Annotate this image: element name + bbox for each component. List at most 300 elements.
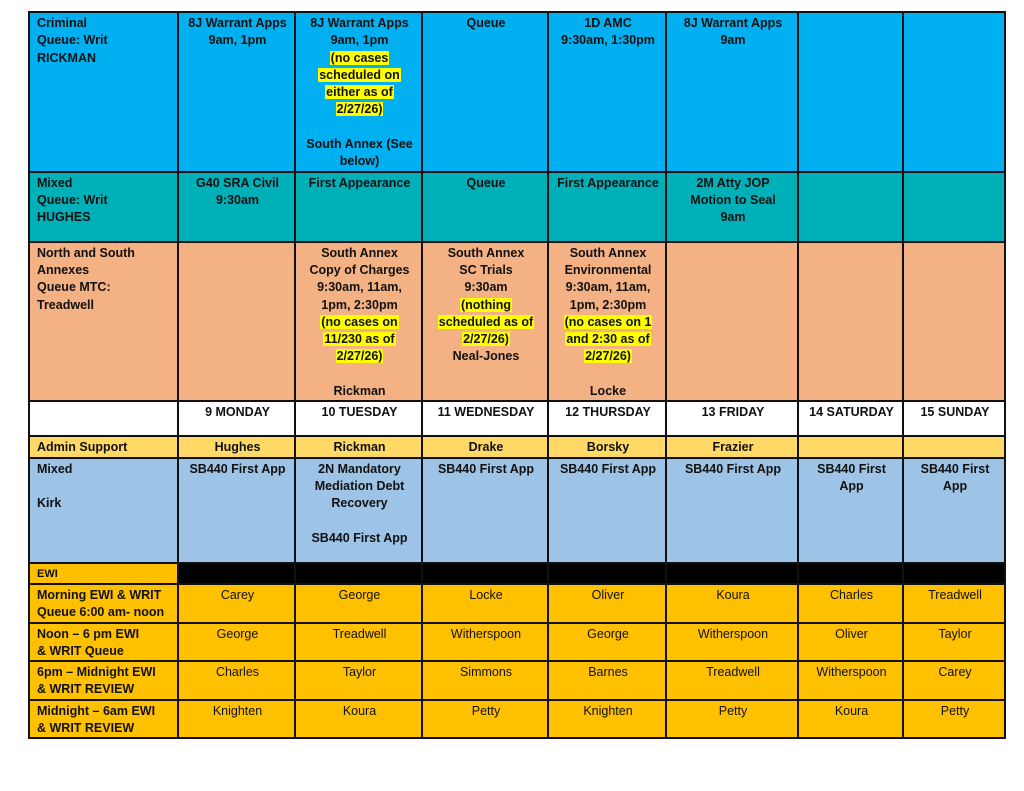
cell-line — [36, 15, 173, 32]
cell-text — [359, 514, 361, 528]
cell-line — [673, 192, 793, 209]
cell-line — [36, 175, 173, 192]
cell-text: Neal-Jones — [452, 349, 520, 364]
cell-line — [429, 175, 543, 192]
cell-text: Morning EWI & WRIT — [37, 587, 162, 602]
schedule-cell — [548, 172, 666, 242]
cell-text: SB440 First App — [559, 461, 657, 476]
cell-line — [302, 297, 417, 314]
cell-line — [185, 32, 290, 49]
cell-line — [910, 703, 1000, 720]
cell-line — [555, 439, 661, 456]
cell-line — [36, 720, 173, 737]
cell-text: 8J Warrant Apps — [310, 16, 409, 30]
row-criminal — [29, 12, 1005, 172]
row-label-cell — [29, 563, 178, 584]
schedule-cell — [666, 436, 798, 457]
schedule-cell — [422, 563, 548, 584]
cell-line — [555, 331, 661, 348]
schedule-cell — [295, 436, 422, 457]
cell-line — [36, 279, 173, 296]
cell-text: 9:30am, 1:30pm — [561, 33, 655, 48]
schedule-cell — [798, 700, 903, 739]
cell-text: Witherspoon — [816, 665, 887, 680]
cell-text: Mixed — [37, 461, 73, 476]
cell-line — [302, 331, 417, 348]
cell-text: Recovery — [331, 496, 388, 511]
row-shift — [29, 661, 1005, 700]
cell-line — [302, 245, 417, 262]
schedule-cell — [178, 12, 295, 172]
cell-text: First Appearance — [308, 175, 411, 190]
cell-text: Oliver — [591, 587, 625, 602]
schedule-cell — [422, 172, 548, 242]
cell-text: Treadwell — [706, 665, 760, 680]
schedule-cell — [295, 12, 422, 172]
cell-line — [36, 461, 173, 478]
cell-text: SB440 First App — [684, 461, 782, 476]
cell-text: First Appearance — [557, 175, 659, 190]
cell-line — [429, 461, 543, 478]
row-admin — [29, 436, 1005, 457]
cell-text: Queue: Writ — [37, 33, 108, 48]
schedule-cell — [178, 242, 295, 402]
cell-line — [302, 366, 417, 383]
schedule-cell — [422, 584, 548, 623]
schedule-cell — [178, 623, 295, 662]
cell-line — [302, 703, 417, 720]
cell-text: George — [587, 626, 629, 641]
cell-text: Midnight – 6am EWI — [37, 703, 156, 718]
row-days — [29, 401, 1005, 436]
cell-line — [555, 348, 661, 365]
cell-text: Queue — [466, 175, 506, 190]
cell-text: 15 SUNDAY — [920, 405, 990, 420]
cell-line — [36, 664, 173, 681]
cell-text: Kirk — [37, 496, 62, 511]
cell-line — [302, 513, 417, 530]
cell-line — [36, 681, 173, 698]
cell-line — [185, 664, 290, 681]
schedule-cell — [548, 12, 666, 172]
cell-line — [36, 566, 173, 583]
schedule-cell — [178, 661, 295, 700]
cell-text: 12 THURSDAY — [565, 405, 651, 420]
cell-line — [673, 439, 793, 456]
schedule-cell — [666, 401, 798, 436]
cell-line — [36, 209, 173, 226]
cell-line — [302, 626, 417, 643]
row-shift — [29, 623, 1005, 662]
cell-line — [673, 209, 793, 226]
cell-text: Barnes — [588, 665, 628, 680]
cell-text: 9:30am — [464, 280, 508, 295]
cell-line — [36, 439, 173, 456]
cell-text: Queue: Writ — [37, 192, 108, 207]
schedule-cell — [295, 458, 422, 563]
cell-line — [302, 32, 417, 49]
cell-text: & WRIT Queue — [37, 643, 124, 658]
schedule-cell — [422, 661, 548, 700]
cell-text: 14 SATURDAY — [809, 405, 894, 420]
cell-line — [429, 279, 543, 296]
cell-line — [555, 587, 661, 604]
schedule-cell — [798, 172, 903, 242]
schedule-cell — [903, 458, 1005, 563]
highlighted-note: (no cases on 1 — [564, 314, 652, 329]
cell-line — [673, 587, 793, 604]
cell-text: SC Trials — [459, 262, 513, 277]
cell-line — [36, 604, 173, 621]
schedule-cell — [548, 584, 666, 623]
cell-text: Knighten — [212, 703, 263, 718]
highlighted-note: (no cases on — [321, 314, 398, 329]
cell-text: Noon – 6 pm EWI — [37, 626, 140, 641]
cell-text: Koura — [834, 703, 869, 718]
cell-line — [673, 461, 793, 478]
cell-line — [185, 461, 290, 478]
cell-line — [429, 404, 543, 421]
schedule-cell — [798, 401, 903, 436]
cell-text: 9 MONDAY — [205, 405, 270, 420]
cell-line — [429, 15, 543, 32]
cell-line — [910, 404, 1000, 421]
cell-line — [555, 664, 661, 681]
row-label-cell — [29, 458, 178, 563]
cell-text: 6pm – Midnight EWI — [37, 665, 156, 680]
row-label-cell — [29, 12, 178, 172]
cell-text: Rickman — [333, 384, 386, 399]
schedule-cell — [178, 436, 295, 457]
schedule-cell — [798, 458, 903, 563]
cell-text: South Annex — [447, 245, 525, 260]
cell-line — [910, 587, 1000, 604]
cell-text — [359, 120, 361, 134]
cell-text: 9am — [720, 210, 746, 225]
cell-line — [429, 331, 543, 348]
cell-line — [36, 50, 173, 67]
cell-line — [555, 404, 661, 421]
cell-line — [185, 439, 290, 456]
cell-line — [910, 626, 1000, 643]
cell-text: SB440 First — [920, 461, 990, 476]
cell-text — [607, 367, 609, 381]
schedule-cell — [295, 172, 422, 242]
cell-text — [36, 479, 38, 493]
cell-line — [429, 297, 543, 314]
row-label-cell — [29, 436, 178, 457]
cell-line — [36, 626, 173, 643]
cell-text: George — [338, 587, 381, 602]
cell-line — [555, 262, 661, 279]
schedule-cell — [548, 563, 666, 584]
cell-text: Treadwell — [332, 626, 387, 641]
cell-text: Queue 6:00 am- noon — [37, 605, 165, 620]
schedule-cell — [295, 401, 422, 436]
cell-text: Koura — [342, 703, 377, 718]
cell-text: Simmons — [459, 665, 513, 680]
cell-line — [302, 50, 417, 67]
cell-line — [185, 703, 290, 720]
cell-text: Frazier — [712, 440, 754, 455]
cell-text: Annexes — [37, 262, 90, 277]
cell-line — [36, 587, 173, 604]
row-shift — [29, 584, 1005, 623]
schedule-cell — [178, 458, 295, 563]
cell-text: 1pm, 2:30pm — [321, 297, 398, 312]
cell-text: 1pm, 2:30pm — [569, 297, 647, 312]
schedule-cell — [178, 172, 295, 242]
cell-line — [805, 626, 898, 643]
row-label-cell — [29, 661, 178, 700]
schedule-cell — [903, 436, 1005, 457]
cell-text: Petty — [471, 703, 501, 718]
cell-text: 9:30am, 11am, — [317, 280, 402, 295]
cell-text: 9am, 1pm — [330, 33, 389, 48]
cell-line — [36, 478, 173, 495]
schedule-cell — [903, 661, 1005, 700]
schedule-cell — [178, 563, 295, 584]
cell-text: HUGHES — [37, 210, 91, 225]
highlighted-note: scheduled as of — [438, 314, 534, 329]
schedule-table — [28, 11, 1006, 739]
cell-text: EWI — [37, 567, 58, 580]
cell-text: Carey — [220, 587, 255, 602]
cell-text — [359, 367, 361, 381]
cell-line — [429, 439, 543, 456]
cell-line — [673, 15, 793, 32]
schedule-cell — [295, 242, 422, 402]
schedule-cell — [422, 242, 548, 402]
cell-text: Oliver — [835, 626, 868, 641]
cell-line — [673, 32, 793, 49]
cell-line — [555, 175, 661, 192]
highlighted-note: 2/27/26) — [336, 349, 383, 364]
cell-line — [302, 101, 417, 118]
cell-line — [673, 703, 793, 720]
cell-line — [555, 279, 661, 296]
cell-line — [302, 84, 417, 101]
schedule-cell — [903, 700, 1005, 739]
cell-line — [555, 32, 661, 49]
cell-line — [673, 404, 793, 421]
cell-line — [910, 478, 1000, 495]
schedule-cell — [666, 623, 798, 662]
cell-line — [302, 439, 417, 456]
cell-line — [185, 587, 290, 604]
schedule-cell — [295, 661, 422, 700]
cell-text: 13 FRIDAY — [701, 405, 765, 420]
row-mixed1 — [29, 172, 1005, 242]
cell-text: 9:30am — [215, 192, 260, 207]
cell-line — [302, 495, 417, 512]
cell-text: Treadwell — [928, 587, 982, 602]
schedule-cell — [666, 700, 798, 739]
highlighted-note: 2/27/26) — [336, 102, 383, 117]
cell-line — [555, 703, 661, 720]
schedule-cell — [798, 12, 903, 172]
highlighted-note: scheduled on — [319, 67, 400, 82]
cell-text: Borsky — [586, 440, 630, 455]
cell-text: Petty — [718, 703, 748, 718]
schedule-cell — [548, 436, 666, 457]
cell-line — [36, 495, 173, 512]
cell-text: Rickman — [333, 440, 386, 455]
cell-line — [302, 461, 417, 478]
schedule-cell — [422, 401, 548, 436]
cell-text: Queue MTC: — [37, 280, 111, 295]
cell-text: Motion to Seal — [690, 192, 776, 207]
cell-line — [429, 262, 543, 279]
cell-text: Copy of Charges — [309, 262, 410, 277]
schedule-cell — [903, 401, 1005, 436]
row-label-cell — [29, 584, 178, 623]
schedule-cell — [666, 242, 798, 402]
cell-text: Hughes — [214, 440, 261, 455]
schedule-body — [29, 12, 1005, 738]
cell-line — [673, 626, 793, 643]
cell-line — [555, 245, 661, 262]
cell-line — [555, 297, 661, 314]
schedule-cell — [178, 401, 295, 436]
schedule-cell — [422, 623, 548, 662]
cell-line — [302, 279, 417, 296]
cell-text: Locke — [589, 384, 627, 399]
cell-line — [302, 664, 417, 681]
schedule-cell — [548, 661, 666, 700]
cell-line — [302, 153, 417, 170]
schedule-cell — [798, 436, 903, 457]
cell-text: 9am, 1pm — [208, 33, 267, 48]
schedule-cell — [178, 584, 295, 623]
cell-text: below) — [339, 154, 380, 169]
schedule-cell — [422, 458, 548, 563]
cell-text: G40 SRA Civil — [196, 175, 279, 190]
schedule-cell — [903, 584, 1005, 623]
cell-line — [429, 314, 543, 331]
cell-line — [302, 530, 417, 547]
cell-text: SB440 First App — [437, 461, 535, 476]
cell-line — [302, 404, 417, 421]
cell-text: Taylor — [938, 626, 972, 641]
row-label-cell — [29, 700, 178, 739]
cell-line — [805, 664, 898, 681]
cell-line — [555, 15, 661, 32]
schedule-cell — [798, 584, 903, 623]
cell-line — [36, 297, 173, 314]
cell-line — [302, 478, 417, 495]
highlighted-note: 2/27/26) — [585, 349, 631, 364]
cell-line — [429, 664, 543, 681]
cell-text: RICKMAN — [37, 50, 97, 65]
schedule-cell — [666, 584, 798, 623]
schedule-cell — [178, 700, 295, 739]
cell-line — [429, 703, 543, 720]
schedule-cell — [666, 661, 798, 700]
schedule-cell — [903, 12, 1005, 172]
schedule-cell — [798, 623, 903, 662]
cell-line — [302, 314, 417, 331]
schedule-cell — [666, 172, 798, 242]
schedule-cell — [548, 700, 666, 739]
schedule-cell — [295, 700, 422, 739]
cell-text: App — [839, 478, 864, 493]
cell-line — [302, 262, 417, 279]
cell-line — [302, 348, 417, 365]
schedule-cell — [903, 563, 1005, 584]
cell-line — [302, 67, 417, 84]
cell-text: Carey — [938, 665, 972, 680]
cell-text: 10 TUESDAY — [321, 405, 398, 420]
cell-text: George — [216, 626, 259, 641]
schedule-cell — [548, 242, 666, 402]
schedule-cell — [422, 700, 548, 739]
schedule-cell — [548, 401, 666, 436]
row-ewi — [29, 563, 1005, 584]
cell-line — [302, 175, 417, 192]
cell-text: Charles — [829, 587, 874, 602]
schedule-cell — [903, 623, 1005, 662]
schedule-cell — [666, 563, 798, 584]
cell-text: Knighten — [583, 703, 633, 718]
cell-line — [910, 461, 1000, 478]
cell-line — [555, 383, 661, 400]
schedule-cell — [666, 458, 798, 563]
cell-text: 9am — [720, 33, 746, 48]
cell-line — [555, 366, 661, 383]
row-annex — [29, 242, 1005, 402]
cell-text: Drake — [468, 440, 504, 455]
cell-text: Mediation Debt — [314, 478, 405, 493]
cell-text: 9:30am, 11am, — [565, 280, 651, 295]
cell-text: Mixed — [37, 175, 73, 190]
cell-text: Locke — [469, 587, 503, 602]
cell-text: South Annex — [569, 245, 647, 260]
schedule-cell — [295, 584, 422, 623]
cell-line — [429, 587, 543, 604]
cell-line — [805, 404, 898, 421]
cell-line — [36, 262, 173, 279]
cell-text: 8J Warrant Apps — [188, 16, 287, 30]
cell-text: Criminal — [37, 16, 88, 30]
cell-line — [429, 245, 543, 262]
cell-text: Environmental — [564, 262, 652, 277]
cell-line — [555, 461, 661, 478]
cell-line — [36, 245, 173, 262]
cell-text: South Annex — [321, 245, 398, 260]
cell-line — [555, 626, 661, 643]
cell-line — [302, 119, 417, 136]
cell-text: 8J Warrant Apps — [683, 16, 783, 30]
cell-line — [429, 626, 543, 643]
cell-text: Witherspoon — [450, 626, 522, 641]
row-label-cell — [29, 242, 178, 402]
cell-text: North and South — [37, 245, 135, 260]
schedule-cell — [903, 242, 1005, 402]
cell-line — [185, 15, 290, 32]
cell-text: SB440 First App — [311, 530, 408, 545]
highlighted-note: 11/230 as of — [324, 332, 395, 347]
schedule-cell — [903, 172, 1005, 242]
cell-text: Charles — [215, 665, 260, 680]
highlighted-note: (nothing — [461, 297, 511, 312]
cell-line — [185, 404, 290, 421]
row-label-cell — [29, 623, 178, 662]
schedule-cell — [548, 458, 666, 563]
cell-line — [910, 664, 1000, 681]
cell-line — [302, 383, 417, 400]
cell-line — [429, 348, 543, 365]
